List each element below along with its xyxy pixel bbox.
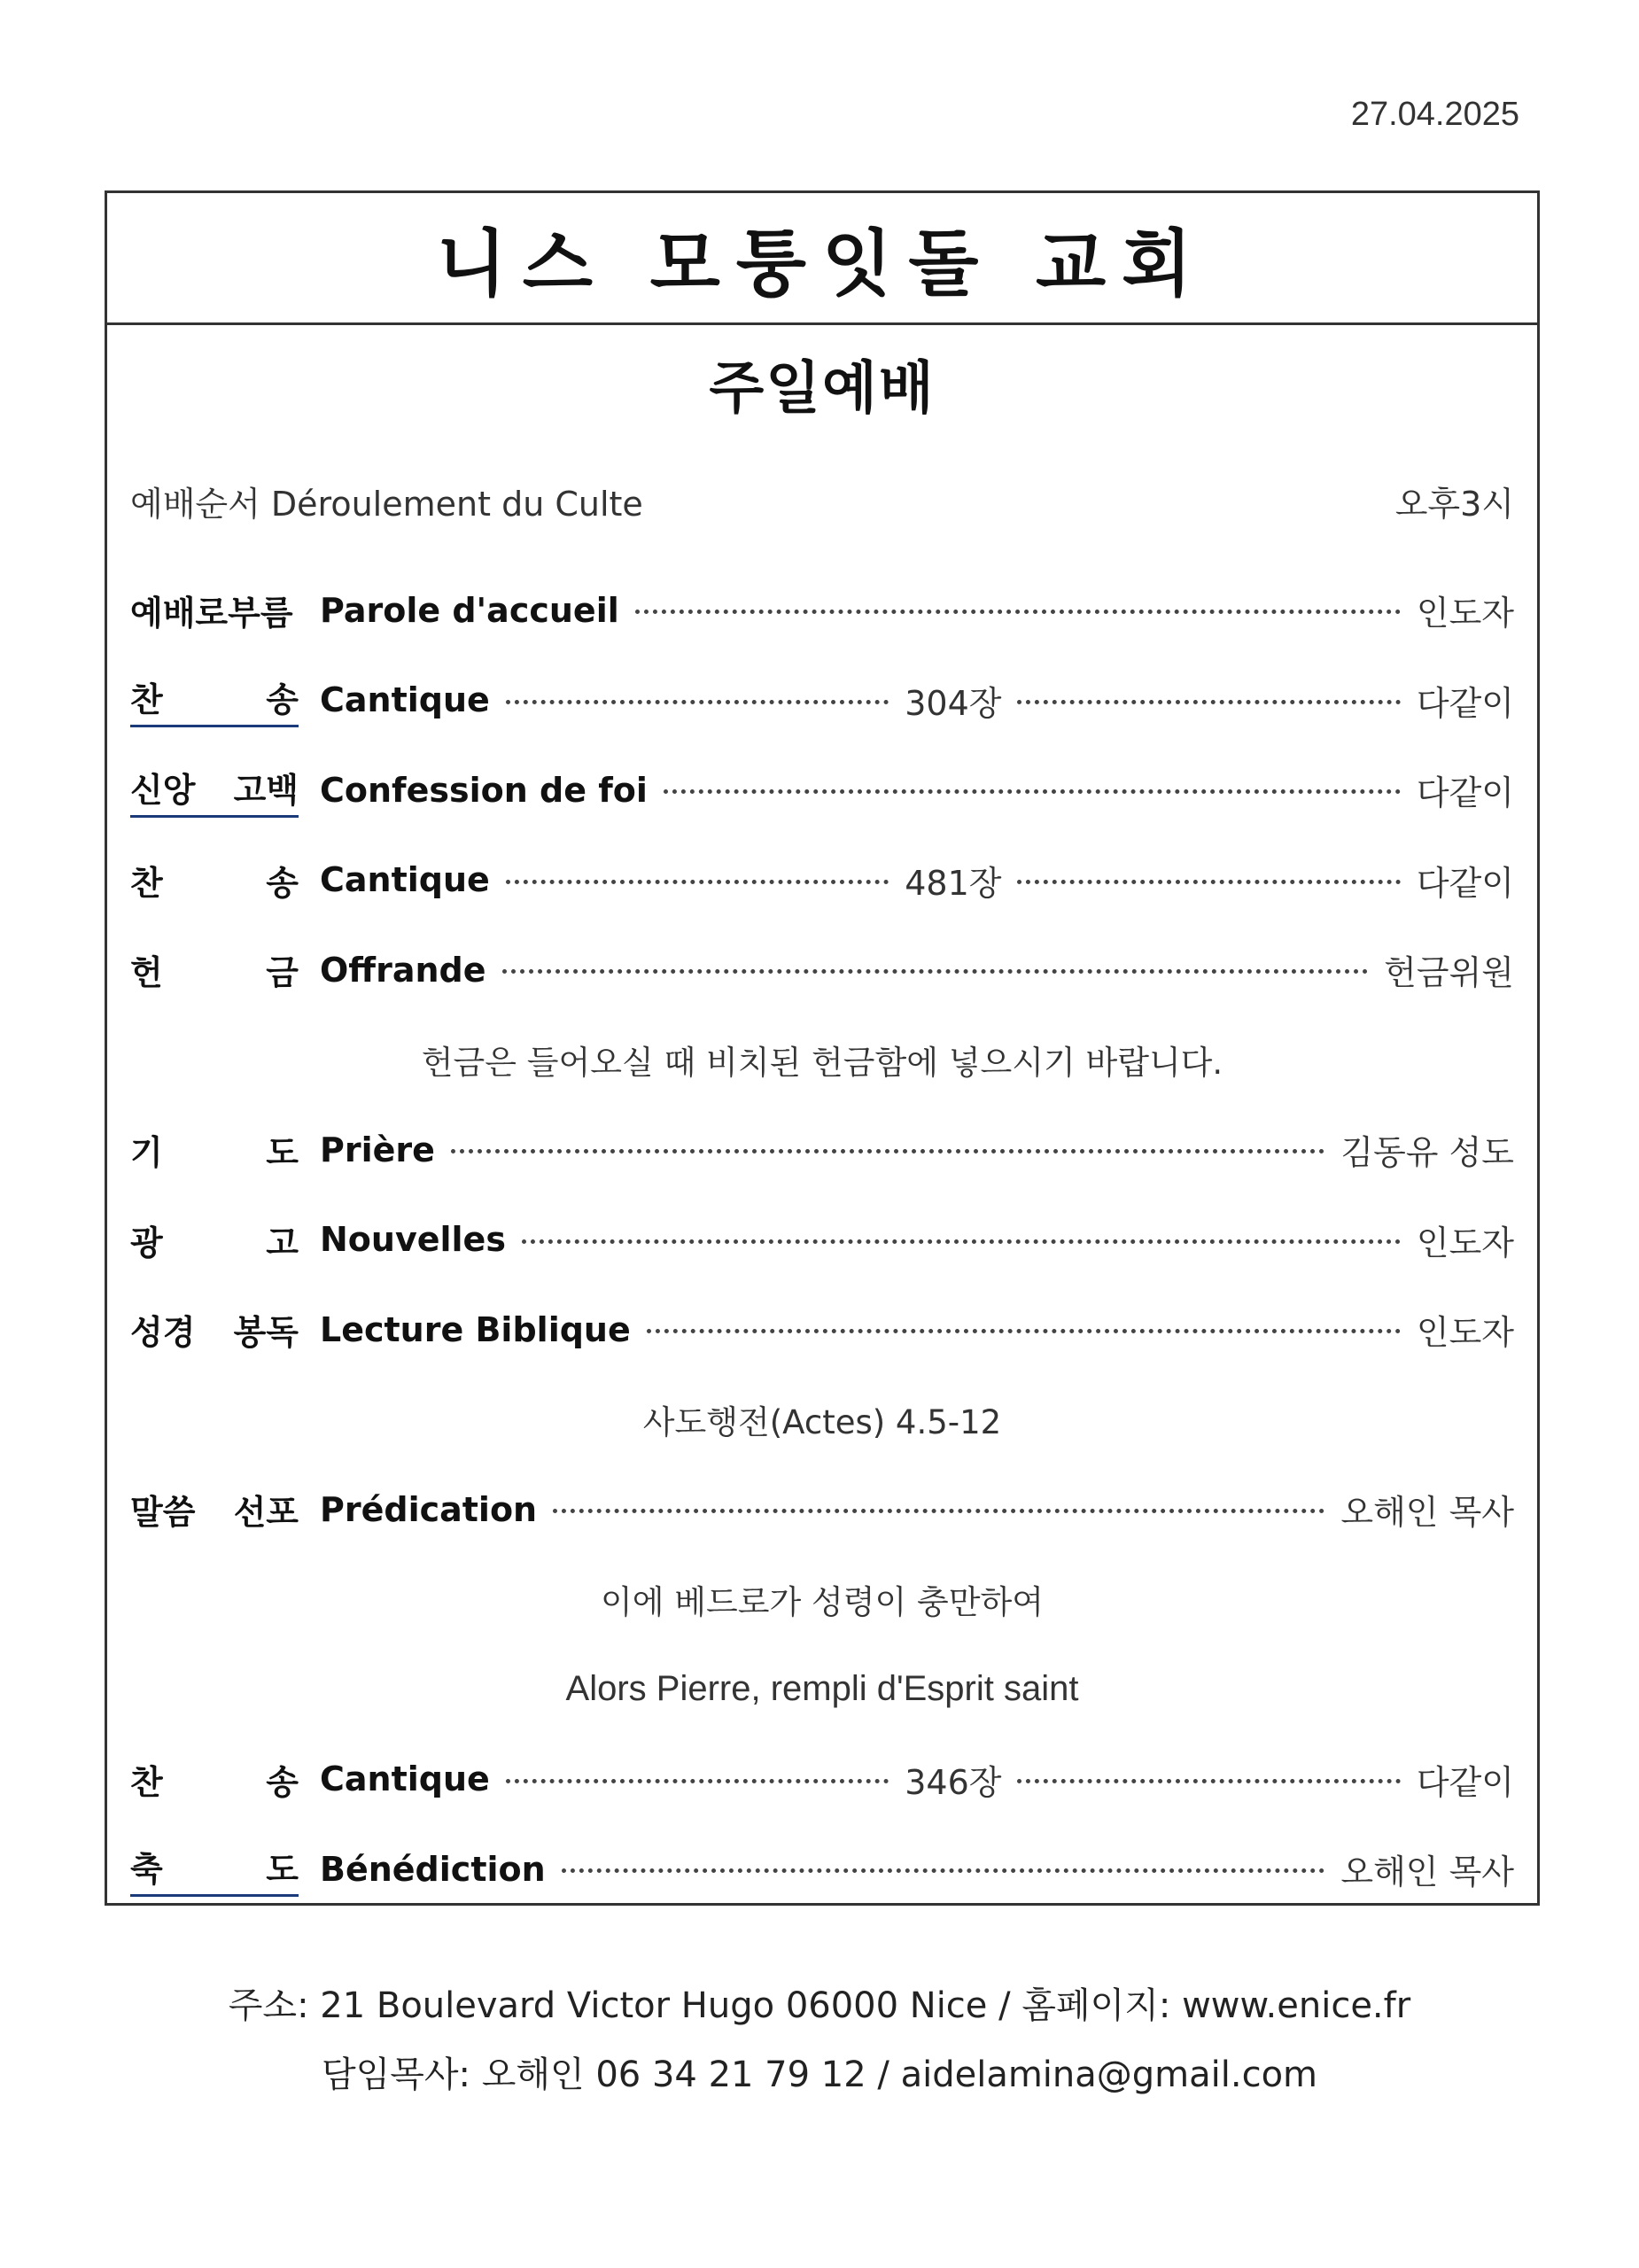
item-leader: 인도자 [1416,1313,1514,1353]
item-korean-part: 축 [130,1849,163,1889]
service-item [130,1285,1514,1375]
item-korean-part: 찬 [130,680,163,720]
service-note: 헌금은 들어오실 때 비치된 헌금함에 넣으시기 바랍니다. [421,1044,1223,1083]
item-korean-label [130,672,299,727]
item-korean-label [130,856,299,905]
dot-leader [635,610,1401,614]
item-korean-part: 도 [266,1849,299,1889]
item-french-label: Bénédiction [320,1849,546,1889]
item-korean-label [130,1305,299,1354]
item-korean-label [130,586,299,634]
item-korean-label [130,1125,299,1174]
dot-leader [506,700,889,704]
item-korean-label [130,1755,299,1804]
item-leader: 오해인 목사 [1340,1852,1514,1892]
item-korean-part: 찬 [130,863,163,903]
hymn-number: 346장 [905,1762,1002,1802]
service-item [130,745,1514,835]
item-french-label: Cantique [320,860,490,900]
service-item [130,925,1514,1015]
order-heading-row [130,477,1514,525]
service-note: 사도행전(Actes) 4.5-12 [642,1403,1002,1442]
item-leader: 다같이 [1416,863,1514,903]
item-leader: 김동유 성도 [1340,1133,1514,1173]
item-korean-part: 기 [130,1133,163,1173]
item-korean-label [130,1216,299,1264]
item-leader: 다같이 [1416,1762,1514,1802]
service-item [130,1735,1514,1825]
item-korean-label [130,1842,299,1897]
service-item [130,835,1514,926]
item-french-label: Cantique [320,1759,490,1799]
hymn-number: 304장 [905,683,1002,723]
item-korean-part: 고 [266,1223,299,1262]
dot-leader [1017,700,1400,704]
item-korean-part: 찬 [130,1762,163,1802]
dot-leader [562,1868,1325,1873]
item-french-label: Offrande [320,950,486,990]
item-korean-part: 송 [266,680,299,720]
item-leader: 헌금위원 [1384,953,1514,993]
item-french-label: Lecture Biblique [320,1309,631,1349]
service-item [130,565,1514,656]
item-leader: 다같이 [1416,683,1514,723]
item-korean-part: 봉독 [233,1313,299,1353]
service-item [130,1195,1514,1285]
dot-leader [1017,1779,1400,1783]
footer-contact: 담임목사: 오해인 06 34 21 79 12 / aidelamina@gmail.com [321,2054,1318,2095]
item-french-label: Prédication [320,1489,538,1529]
item-french-label: Parole d'accueil [320,590,619,630]
item-french-label: Cantique [320,680,490,720]
item-leader: 인도자 [1416,1223,1514,1262]
service-time: 오후3시 [1394,485,1514,524]
footer-address: 주소: 21 Boulevard Victor Hugo 06000 Nice / 홈페이지: www.enice.fr [228,1985,1411,2026]
title-bar [107,193,1537,325]
dot-leader [1017,880,1400,884]
dot-leader [664,789,1401,794]
hymn-number: 481장 [905,863,1002,903]
item-french-label: Nouvelles [320,1220,506,1260]
dot-leader [647,1329,1401,1333]
dot-leader [506,880,889,884]
dot-leader [502,969,1369,974]
item-korean-part: 송 [266,1762,299,1802]
service-item [130,656,1514,746]
item-korean-part: 광 [130,1223,163,1262]
item-korean-label [130,763,299,818]
item-korean-part: 금 [266,953,299,993]
item-korean-part: 말씀 [130,1493,196,1533]
bulletin-frame [105,190,1540,1906]
dot-leader [522,1239,1401,1244]
item-korean-part: 고백 [233,770,299,810]
service-item [130,1105,1514,1195]
service-item [130,1464,1514,1555]
item-french-label: Confession de foi [320,770,648,810]
church-name: 니스 모퉁잇돌 교회 [436,221,1208,307]
item-korean-part: 신앙 [130,770,196,810]
service-note: 이에 베드로가 성령이 충만하여 [601,1583,1044,1622]
dot-leader [553,1509,1324,1513]
item-korean-part: 선포 [233,1493,299,1533]
order-of-service [130,565,1514,1915]
order-heading: 예배순서 Déroulement du Culte [130,485,643,524]
service-note: Alors Pierre, rempli d'Esprit saint [565,1669,1079,1709]
item-korean-label [130,1485,299,1534]
item-korean-part: 성경 [130,1313,196,1353]
item-korean-label [130,945,299,994]
item-leader: 오해인 목사 [1340,1493,1514,1533]
service-item [130,1824,1514,1915]
bulletin-date: 27.04.2025 [1350,96,1519,133]
dot-leader [506,1779,889,1783]
item-korean-part: 송 [266,863,299,903]
dot-leader [451,1149,1324,1153]
item-korean-part: 헌 [130,953,163,993]
item-korean-part: 도 [266,1133,299,1173]
service-title: 주일예배 [709,356,936,422]
item-leader: 인도자 [1416,594,1514,633]
item-french-label: Prière [320,1130,435,1169]
item-korean-part: 예배로부름 [130,594,293,633]
item-leader: 다같이 [1416,773,1514,813]
